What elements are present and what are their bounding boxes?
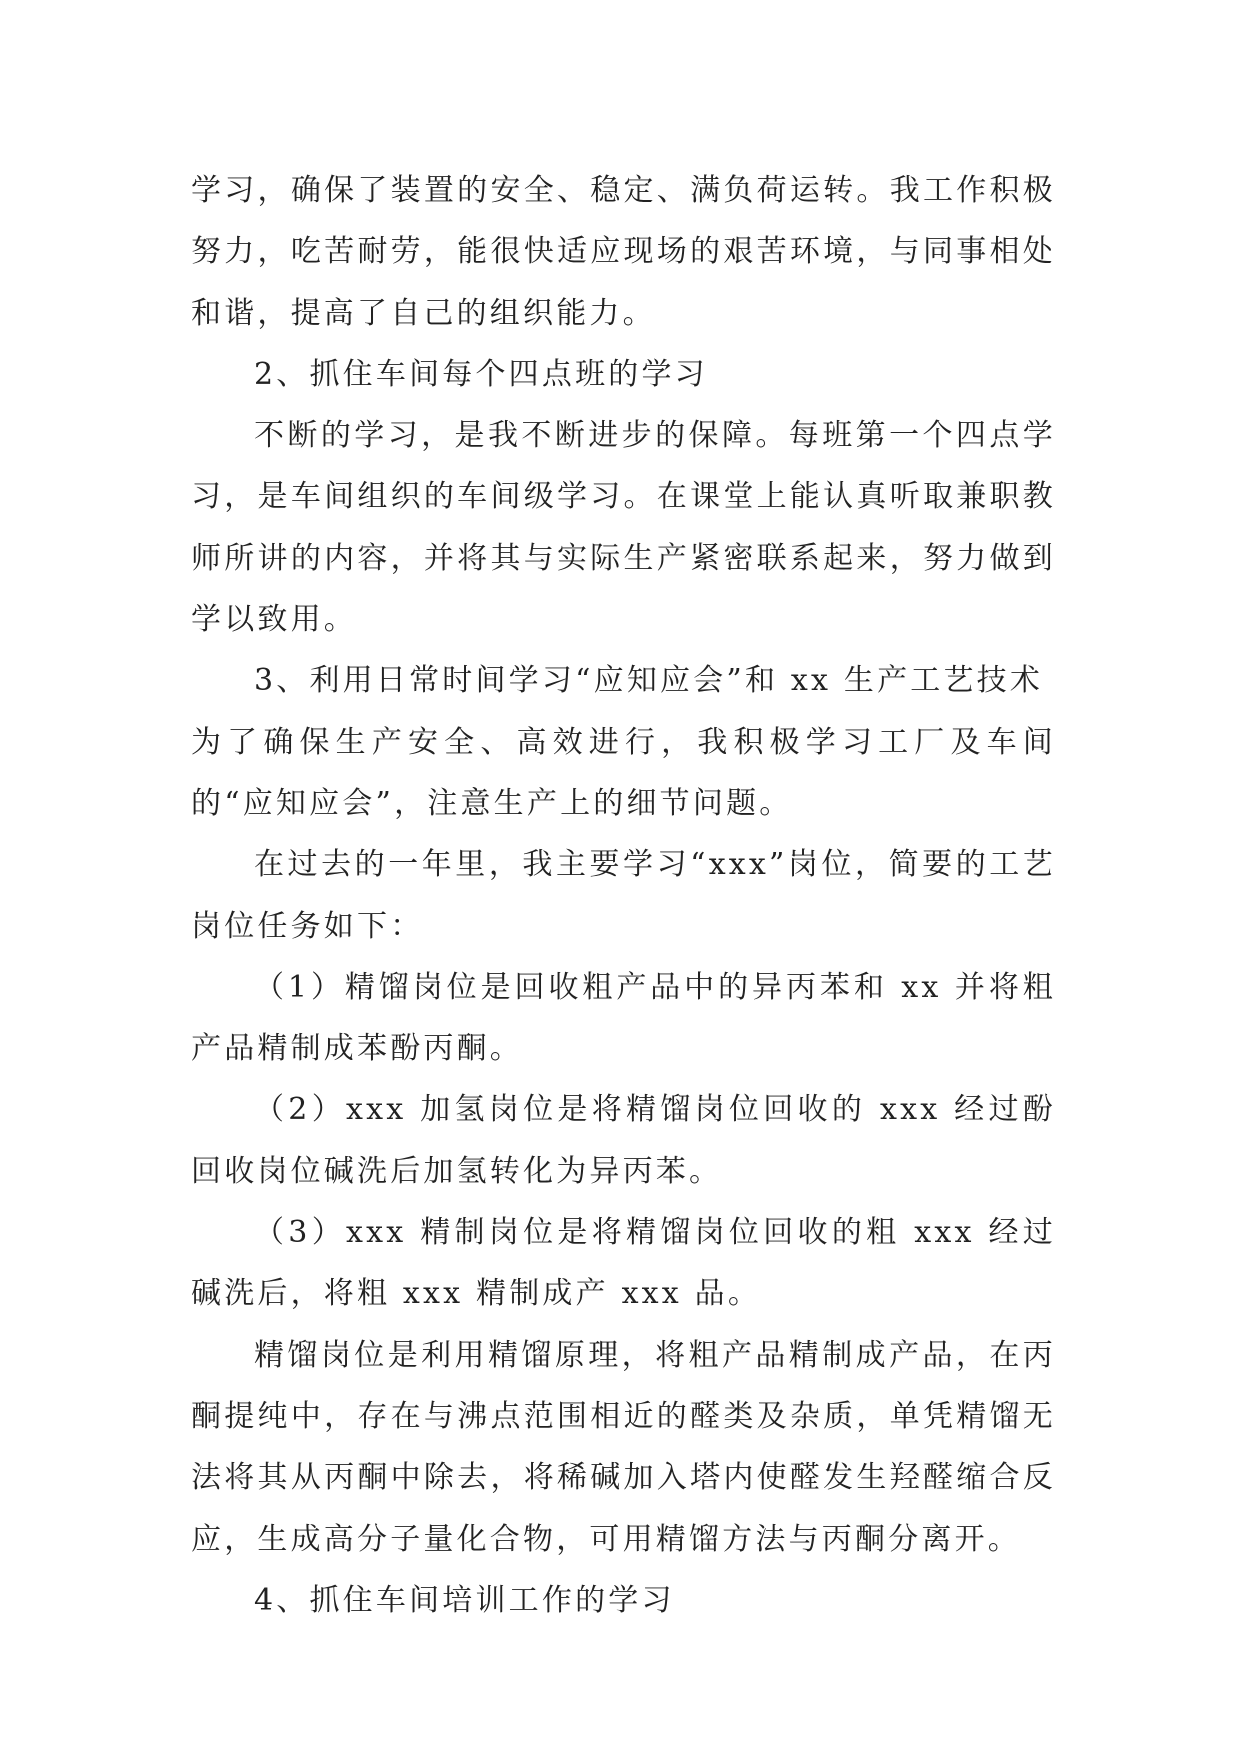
paragraph-5: 精馏岗位是利用精馏原理，将粗产品精制成产品，在丙酮提纯中，存在与沸点范围相近的醛类及杂质，单凭精馏无法将其从丙酮中除去，将稀碱加入塔内使醛发生羟醛缩合反应，生成高分子量化合物，可用精馏方法与丙酮分离开。 [191, 1337, 1056, 1557]
list-item-1: （1）精馏岗位是回收粗产品中的异丙苯和 xx 并将粗产品精制成苯酚丙酮。 [191, 969, 1056, 1067]
list-item-3: （3）xxx 精制岗位是将精馏岗位回收的粗 xxx 经过碱洗后，将粗 xxx 精制成产 xxx 品。 [191, 1215, 1056, 1312]
paragraph-4: 在过去的一年里，我主要学习“xxx”岗位，简要的工艺岗位任务如下： [191, 847, 1056, 944]
paragraph-1: 学习，确保了装置的安全、稳定、满负荷运转。我工作积极努力，吃苦耐劳，能很快适应现场的艰苦环境，与同事相处和谐，提高了自己的组织能力。 [191, 173, 1056, 331]
paragraph-2: 不断的学习，是我不断进步的保障。每班第一个四点学习，是车间组织的车间级学习。在课堂上能认真听取兼职教师所讲的内容，并将其与实际生产紧密联系起来，努力做到学以致用。 [191, 418, 1056, 638]
paragraph-3: 为了确保生产安全、高效进行，我积极学习工厂及车间的“应知应会”，注意生产上的细节问题。 [191, 724, 1056, 821]
heading-item-2: 2、抓住车间每个四点班的学习 [254, 356, 708, 392]
heading-item-3: 3、利用日常时间学习“应知应会”和 xx 生产工艺技术 [254, 663, 1044, 699]
heading-item-4: 4、抓住车间培训工作的学习 [254, 1582, 675, 1618]
document-body [191, 160, 1056, 1631]
list-item-2: （2）xxx 加氢岗位是将精馏岗位回收的 xxx 经过酚回收岗位碱洗后加氢转化为异丙苯。 [191, 1092, 1056, 1189]
